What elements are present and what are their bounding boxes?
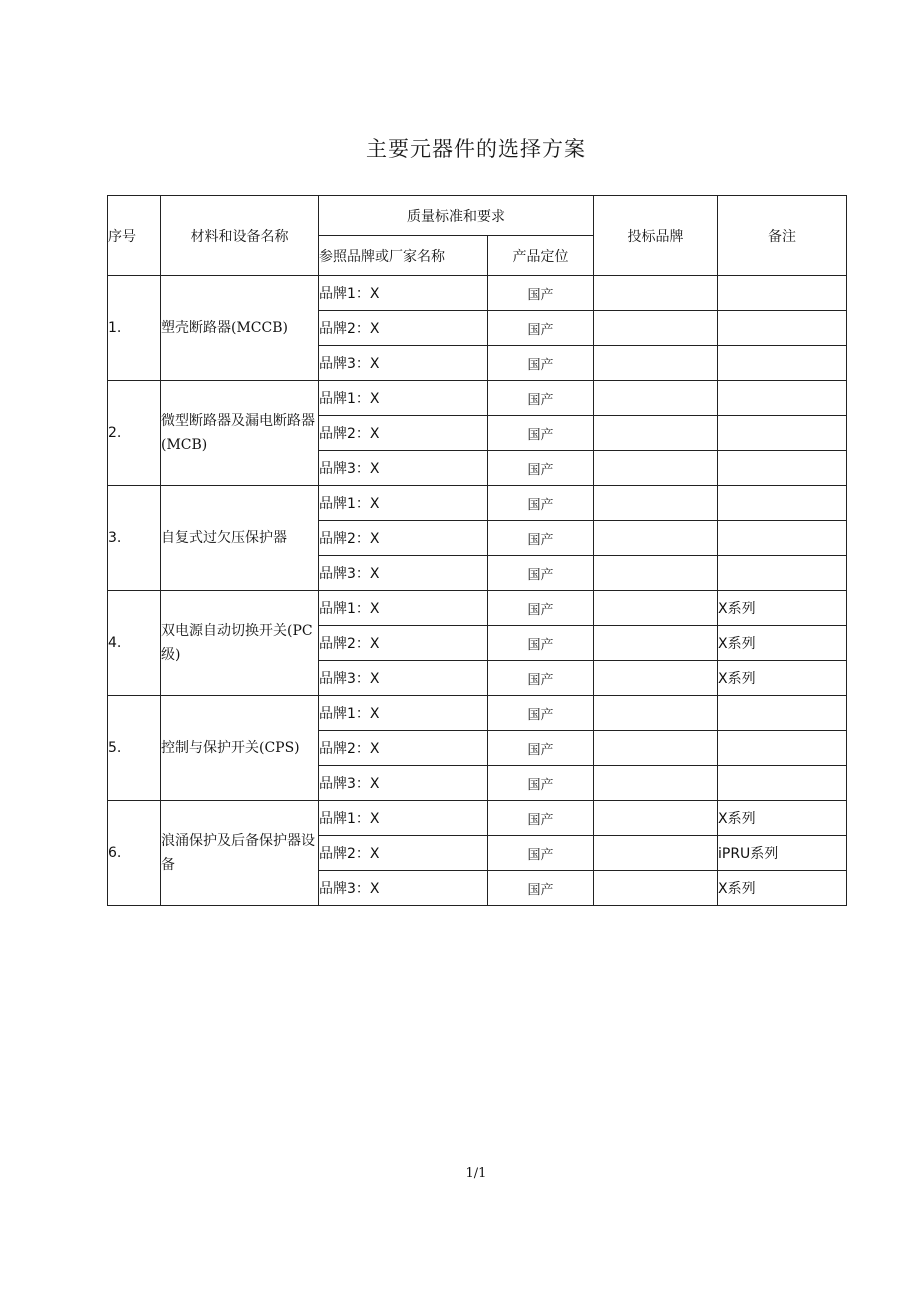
- equipment-name: 微型断路器及漏电断路器(MCB): [161, 381, 319, 486]
- remark-cell: X系列: [718, 661, 847, 696]
- product-positioning: 国产: [488, 416, 594, 451]
- table-row: [108, 591, 847, 626]
- row-index: 2.: [108, 381, 161, 486]
- reference-brand: 品牌3：X: [319, 346, 488, 381]
- bid-brand-cell: [594, 521, 718, 556]
- reference-brand: 品牌2：X: [319, 626, 488, 661]
- remark-cell: [718, 276, 847, 311]
- bid-brand-cell: [594, 451, 718, 486]
- product-positioning: 国产: [488, 451, 594, 486]
- bid-brand-cell: [594, 801, 718, 836]
- table-header: [108, 196, 847, 276]
- remark-cell: [718, 311, 847, 346]
- remark-cell: [718, 346, 847, 381]
- remark-cell: [718, 766, 847, 801]
- table-row: [108, 381, 847, 416]
- row-index: 4.: [108, 591, 161, 696]
- equipment-name: 双电源自动切换开关(PC级): [161, 591, 319, 696]
- reference-brand: 品牌2：X: [319, 836, 488, 871]
- remark-cell: [718, 521, 847, 556]
- equipment-name: 自复式过欠压保护器: [161, 486, 319, 591]
- reference-brand: 品牌1：X: [319, 696, 488, 731]
- product-positioning: 国产: [488, 836, 594, 871]
- product-positioning: 国产: [488, 276, 594, 311]
- header-reference: 参照品牌或厂家名称: [319, 236, 488, 276]
- bid-brand-cell: [594, 731, 718, 766]
- reference-brand: 品牌2：X: [319, 311, 488, 346]
- table-row: [108, 486, 847, 521]
- reference-brand: 品牌2：X: [319, 731, 488, 766]
- bid-brand-cell: [594, 486, 718, 521]
- table-row: [108, 696, 847, 731]
- product-positioning: 国产: [488, 311, 594, 346]
- product-positioning: 国产: [488, 346, 594, 381]
- bid-brand-cell: [594, 696, 718, 731]
- remark-cell: [718, 451, 847, 486]
- equipment-name: 控制与保护开关(CPS): [161, 696, 319, 801]
- bid-brand-cell: [594, 311, 718, 346]
- header-index: 序号: [108, 196, 161, 276]
- header-quality-group: 质量标准和要求: [319, 196, 594, 236]
- header-bid-brand: 投标品牌: [594, 196, 718, 276]
- row-index: 5.: [108, 696, 161, 801]
- reference-brand: 品牌1：X: [319, 591, 488, 626]
- bid-brand-cell: [594, 766, 718, 801]
- remark-cell: X系列: [718, 591, 847, 626]
- reference-brand: 品牌3：X: [319, 661, 488, 696]
- remark-cell: X系列: [718, 871, 847, 906]
- page-number: 1/1: [465, 1166, 487, 1181]
- product-positioning: 国产: [488, 661, 594, 696]
- product-positioning: 国产: [488, 871, 594, 906]
- product-positioning: 国产: [488, 381, 594, 416]
- product-positioning: 国产: [488, 766, 594, 801]
- reference-brand: 品牌3：X: [319, 871, 488, 906]
- product-positioning: 国产: [488, 521, 594, 556]
- remark-cell: [718, 696, 847, 731]
- remark-cell: iPRU系列: [718, 836, 847, 871]
- reference-brand: 品牌3：X: [319, 766, 488, 801]
- reference-brand: 品牌1：X: [319, 276, 488, 311]
- bid-brand-cell: [594, 556, 718, 591]
- bid-brand-cell: [594, 871, 718, 906]
- table-row: [108, 276, 847, 311]
- product-positioning: 国产: [488, 591, 594, 626]
- bid-brand-cell: [594, 661, 718, 696]
- product-positioning: 国产: [488, 801, 594, 836]
- product-positioning: 国产: [488, 486, 594, 521]
- equipment-name: 浪涌保护及后备保护器设备: [161, 801, 319, 906]
- remark-cell: [718, 381, 847, 416]
- header-name: 材料和设备名称: [161, 196, 319, 276]
- remark-cell: [718, 486, 847, 521]
- product-positioning: 国产: [488, 696, 594, 731]
- equipment-name: 塑壳断路器(MCCB): [161, 276, 319, 381]
- component-selection-table: [107, 195, 847, 906]
- bid-brand-cell: [594, 381, 718, 416]
- product-positioning: 国产: [488, 556, 594, 591]
- header-positioning: 产品定位: [488, 236, 594, 276]
- bid-brand-cell: [594, 836, 718, 871]
- bid-brand-cell: [594, 276, 718, 311]
- table-body: [108, 276, 847, 906]
- remark-cell: [718, 731, 847, 766]
- table-row: [108, 801, 847, 836]
- bid-brand-cell: [594, 416, 718, 451]
- reference-brand: 品牌2：X: [319, 521, 488, 556]
- reference-brand: 品牌3：X: [319, 451, 488, 486]
- remark-cell: [718, 416, 847, 451]
- product-positioning: 国产: [488, 626, 594, 661]
- remark-cell: X系列: [718, 801, 847, 836]
- row-index: 3.: [108, 486, 161, 591]
- reference-brand: 品牌3：X: [319, 556, 488, 591]
- remark-cell: X系列: [718, 626, 847, 661]
- row-index: 1.: [108, 276, 161, 381]
- bid-brand-cell: [594, 626, 718, 661]
- reference-brand: 品牌2：X: [319, 416, 488, 451]
- remark-cell: [718, 556, 847, 591]
- product-positioning: 国产: [488, 731, 594, 766]
- document-title: 主要元器件的选择方案: [366, 137, 586, 161]
- bid-brand-cell: [594, 591, 718, 626]
- header-remarks: 备注: [718, 196, 847, 276]
- reference-brand: 品牌1：X: [319, 381, 488, 416]
- reference-brand: 品牌1：X: [319, 486, 488, 521]
- bid-brand-cell: [594, 346, 718, 381]
- row-index: 6.: [108, 801, 161, 906]
- reference-brand: 品牌1：X: [319, 801, 488, 836]
